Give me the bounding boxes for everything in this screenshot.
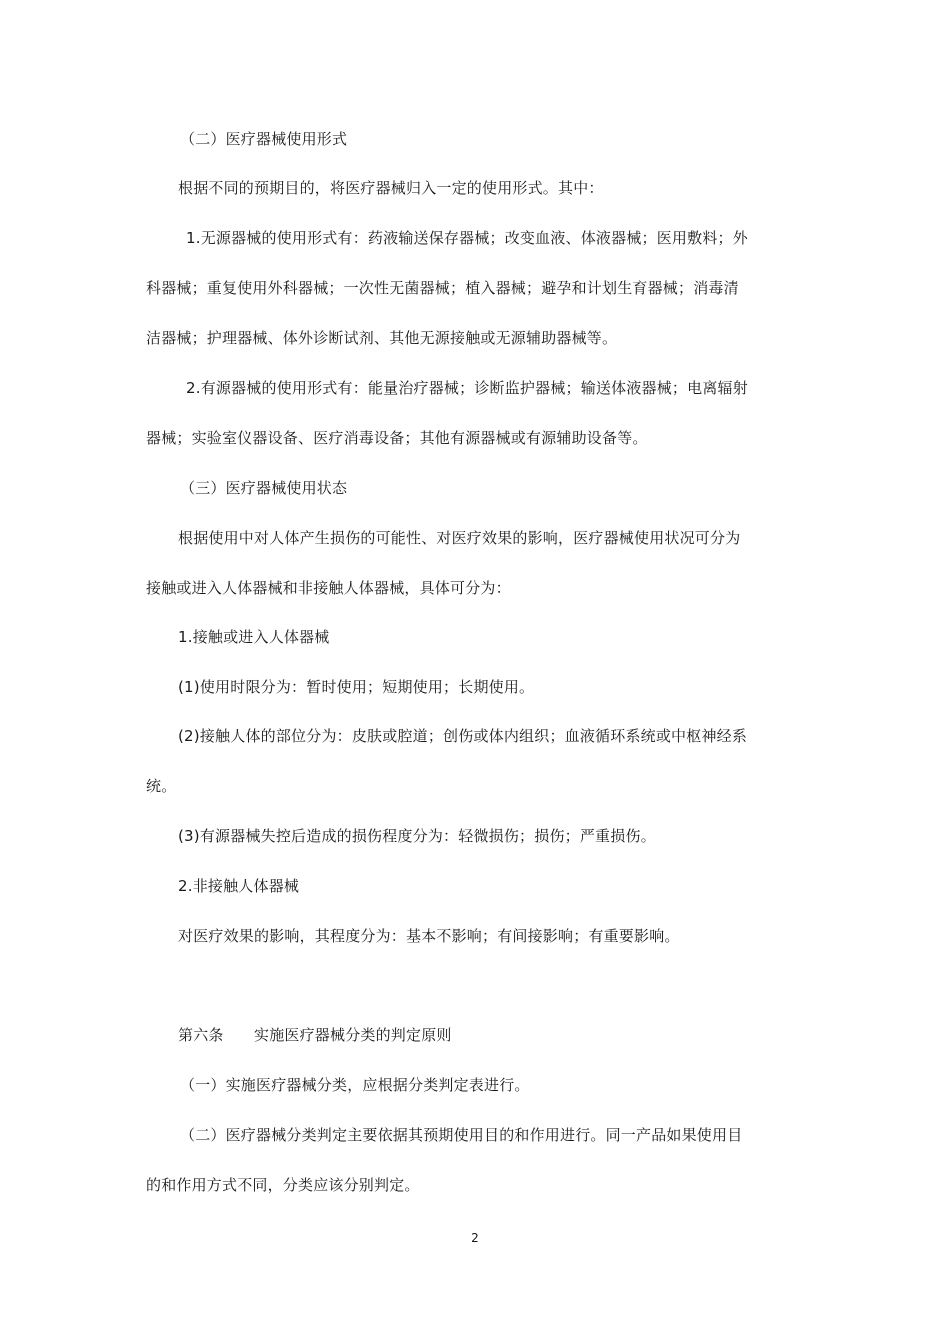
paragraph-line: 洁器械；护理器械、体外诊断试剂、其他无源接触或无源辅助器械等。 [146, 329, 618, 347]
list-item: (2)接触人体的部位分为：皮肤或腔道；创伤或体内组织；血液循环系统或中枢神经系 [178, 727, 748, 745]
paragraph-line: 的和作用方式不同，分类应该分别判定。 [146, 1176, 420, 1194]
list-heading: 1.接触或进入人体器械 [178, 628, 330, 646]
paragraph-line: （一）实施医疗器械分类，应根据分类判定表进行。 [180, 1076, 530, 1094]
paragraph-line: （二）医疗器械分类判定主要依据其预期使用目的和作用进行。同一产品如果使用目 [180, 1126, 743, 1144]
paragraph-line: 统。 [146, 777, 177, 795]
paragraph-line: 根据不同的预期目的，将医疗器械归入一定的使用形式。其中： [178, 179, 604, 197]
list-item: (3)有源器械失控后造成的损伤程度分为：轻微损伤；损伤；严重损伤。 [178, 827, 656, 845]
paragraph-line: 科器械；重复使用外科器械；一次性无菌器械；植入器械；避孕和计划生育器械；消毒清 [146, 279, 739, 297]
page-number: 2 [471, 1231, 479, 1245]
paragraph-line: 器械；实验室仪器设备、医疗消毒设备；其他有源器械或有源辅助设备等。 [146, 429, 648, 447]
paragraph-line: 根据使用中对人体产生损伤的可能性、对医疗效果的影响，医疗器械使用状况可分为 [178, 529, 741, 547]
paragraph-line: 接触或进入人体器械和非接触人体器械，具体可分为： [146, 579, 511, 597]
paragraph-line: 2.有源器械的使用形式有：能量治疗器械；诊断监护器械；输送体液器械；电离辐射 [186, 379, 748, 397]
article-heading: 第六条 实施医疗器械分类的判定原则 [178, 1026, 452, 1044]
list-heading: 2.非接触人体器械 [178, 877, 300, 895]
paragraph-line: 对医疗效果的影响，其程度分为：基本不影响；有间接影响；有重要影响。 [178, 927, 680, 945]
paragraph-line: 1.无源器械的使用形式有：药液输送保存器械；改变血液、体液器械；医用敷料；外 [186, 229, 748, 247]
list-item: (1)使用时限分为：暂时使用；短期使用；长期使用。 [178, 678, 535, 696]
section-heading-usage-form: （二）医疗器械使用形式 [180, 130, 348, 148]
section-heading-usage-state: （三）医疗器械使用状态 [180, 479, 348, 497]
